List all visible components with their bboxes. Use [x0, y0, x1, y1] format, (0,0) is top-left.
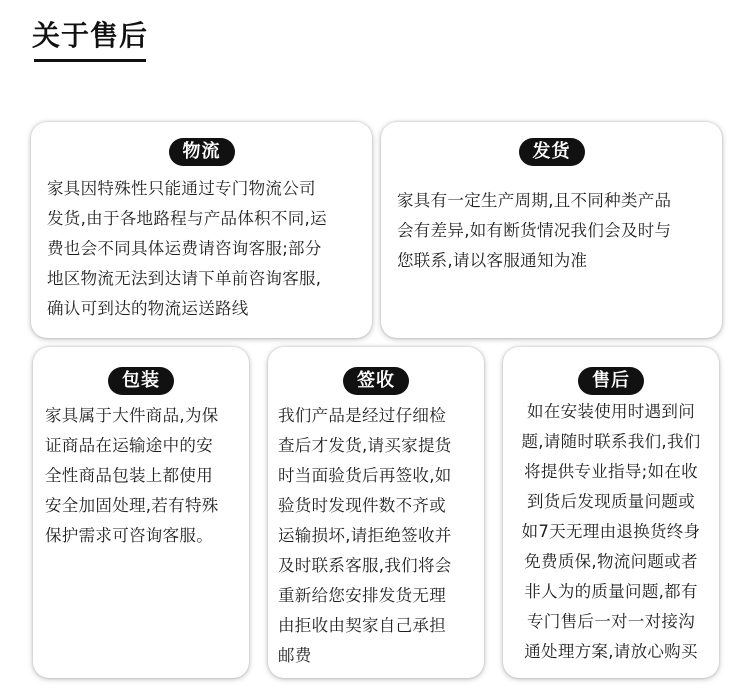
- card-signing-line: 邮费: [278, 646, 312, 665]
- card-after-sales-line: 专门售后一对一对接沟: [527, 612, 695, 631]
- card-after-sales-line: 通处理方案,请放心购买: [524, 642, 698, 661]
- card-signing-title: 签收: [343, 367, 409, 395]
- card-signing-line: 查后才发货,请买家提货: [278, 436, 452, 455]
- card-after-sales-title: 售后: [578, 367, 644, 395]
- card-after-sales-line: 题,请随时联系我们,我们: [521, 432, 701, 451]
- card-shipping: [381, 122, 722, 338]
- card-signing-line: 由拒收由契家自己承担: [278, 616, 446, 635]
- card-after-sales-line: 如在安装使用时遇到问: [527, 402, 695, 421]
- card-logistics-line: 费也会不同具体运费请咨询客服;部分: [47, 239, 322, 258]
- card-packaging-text: [45, 401, 219, 551]
- card-signing-text: [278, 401, 452, 671]
- card-packaging-line: 家具属于大件商品,为保: [45, 406, 219, 425]
- card-logistics-line: 地区物流无法到达请下单前咨询客服,: [47, 269, 322, 288]
- card-signing-line: 验货时发现件数不齐或: [278, 496, 446, 515]
- card-signing: [268, 347, 484, 678]
- title-underline: [34, 59, 146, 62]
- card-logistics-title: 物流: [169, 138, 235, 166]
- card-after-sales-line: 非人为的质量问题,都有: [524, 582, 698, 601]
- card-logistics-line: 家具因特殊性只能通过专门物流公司: [47, 179, 316, 198]
- card-packaging-line: 安全加固处理,若有特殊: [45, 496, 219, 515]
- card-signing-line: 时当面验货后再签收,如: [278, 466, 452, 485]
- card-shipping-line: 您联系,请以客服通知为准: [397, 251, 588, 270]
- card-logistics: [31, 122, 372, 338]
- card-after-sales-line: 到货后发现质量问题或: [527, 492, 695, 511]
- card-signing-line: 及时联系客服,我们将会: [278, 556, 452, 575]
- page-title: 关于售后: [32, 19, 149, 52]
- card-shipping-line: 会有差异,如有断货情况我们会及时与: [397, 221, 672, 240]
- card-shipping-line: 家具有一定生产周期,且不同种类产品: [397, 191, 672, 210]
- card-packaging-line: 全性商品包装上都使用: [45, 466, 213, 485]
- card-packaging-title: 包装: [108, 367, 174, 395]
- card-after-sales-line: 将提供专业指导;如在收: [524, 462, 698, 481]
- card-after-sales-text: [503, 397, 719, 667]
- card-after-sales-line: 如7天无理由退换货终身: [521, 522, 701, 541]
- card-shipping-text: [397, 186, 671, 276]
- card-logistics-line: 发货,由于各地路程与产品体积不同,运: [47, 209, 327, 228]
- card-packaging-line: 证商品在运输途中的安: [45, 436, 213, 455]
- card-packaging-line: 保护需求可咨询客服。: [45, 526, 213, 545]
- card-after-sales: [503, 347, 719, 678]
- card-packaging: [33, 347, 249, 678]
- card-logistics-line: 确认可到达的物流运送路线: [47, 299, 249, 318]
- card-logistics-text: [47, 174, 327, 324]
- card-signing-line: 运输损坏,请拒绝签收并: [278, 526, 452, 545]
- card-after-sales-line: 免费质保,物流问题或者: [524, 552, 698, 571]
- card-signing-line: 我们产品是经过仔细检: [278, 406, 446, 425]
- card-signing-line: 重新给您安排发货无理: [278, 586, 446, 605]
- card-shipping-title: 发货: [519, 138, 585, 166]
